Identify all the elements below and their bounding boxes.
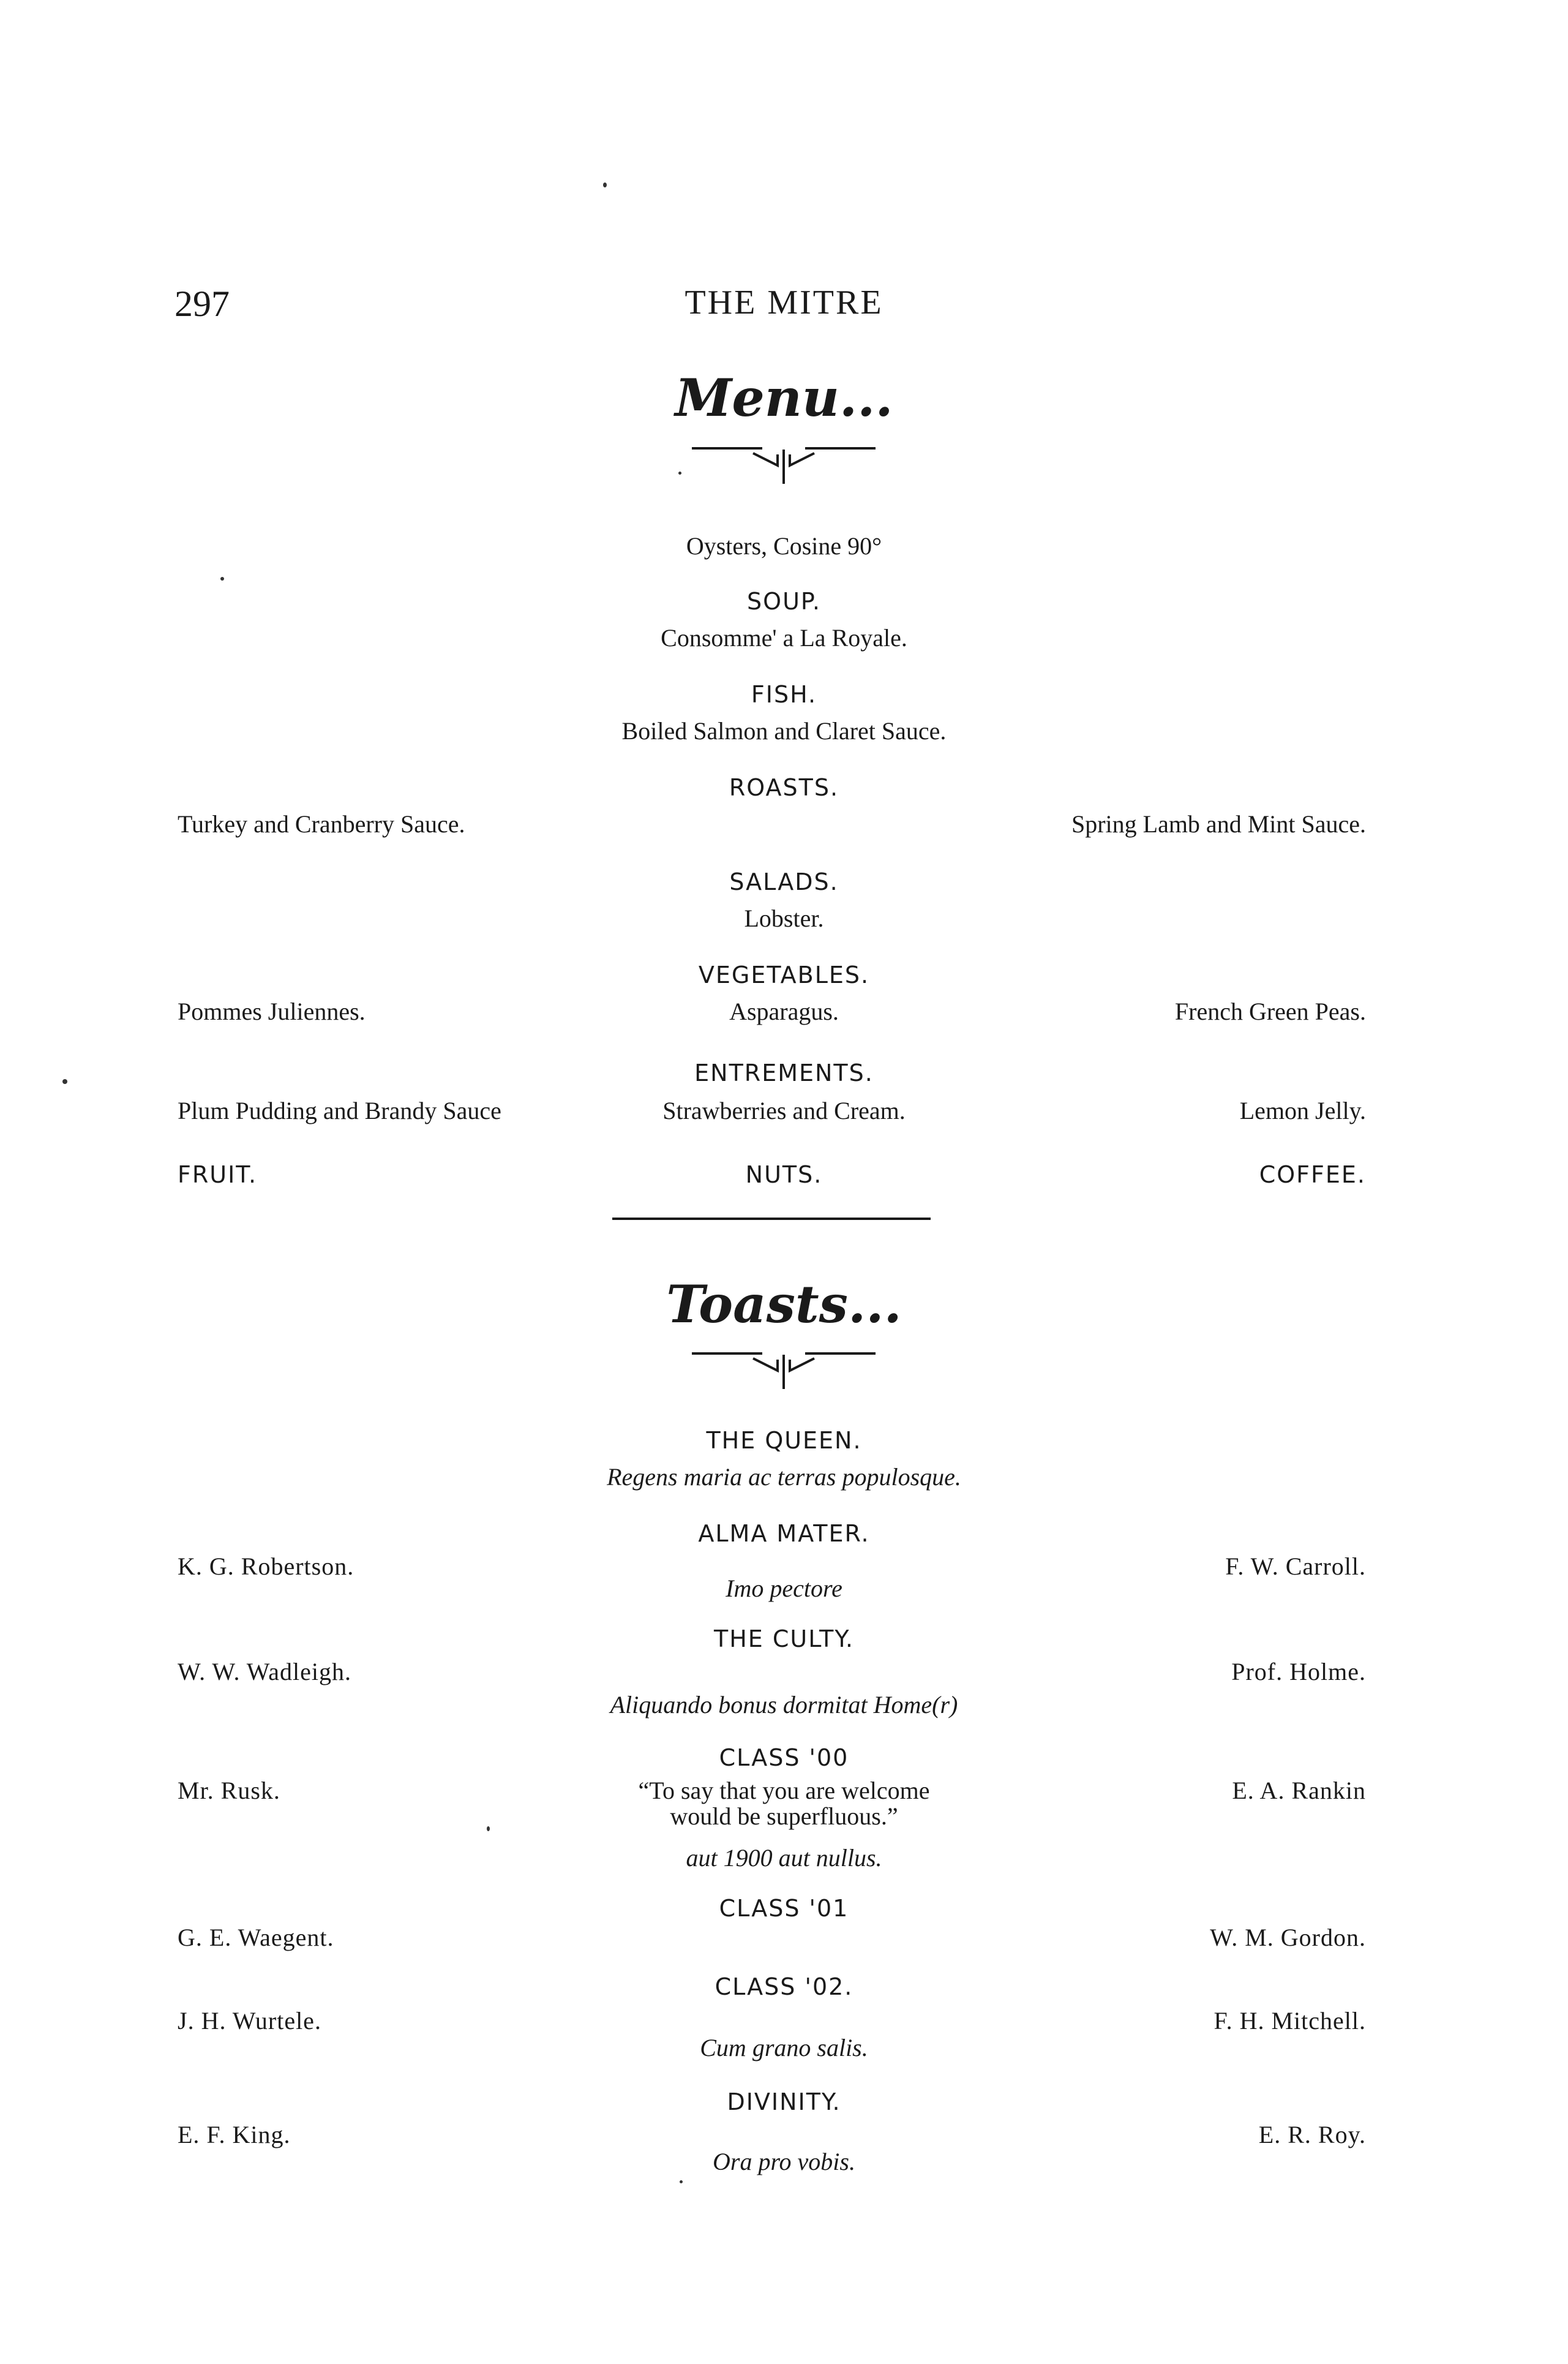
faculty-motto: Aliquando bonus dormitat Home(r): [610, 1691, 958, 1718]
toasts-title: Toasts...: [666, 1274, 902, 1334]
scan-speck: [62, 1079, 67, 1084]
salads-heading: SALADS.: [729, 868, 839, 895]
section-divider: [612, 1218, 931, 1220]
soup-heading: SOUP.: [747, 588, 821, 615]
alma-left: K. G. Robertson.: [178, 1553, 354, 1580]
menu-ornament: [686, 441, 882, 490]
roasts-right: Spring Lamb and Mint Sauce.: [1071, 810, 1366, 838]
running-header: THE MITRE: [685, 284, 883, 322]
class01-left: G. E. Waegent.: [178, 1924, 334, 1951]
entr-center: Strawberries and Cream.: [662, 1097, 906, 1124]
scan-speck: [220, 577, 224, 581]
class02-left: J. H. Wurtele.: [178, 2007, 321, 2035]
divinity-motto: Ora pro vobis.: [713, 2148, 855, 2175]
divinity-left: E. F. King.: [178, 2121, 291, 2148]
scan-speck: [603, 183, 607, 187]
alma-right: F. W. Carroll.: [1225, 1553, 1366, 1580]
nuts: NUTS.: [745, 1161, 823, 1188]
menu-title: Menu...: [675, 367, 893, 428]
veg-right: French Green Peas.: [1174, 998, 1366, 1025]
class00-heading: CLASS '00: [719, 1744, 849, 1771]
divinity-heading: DIVINITY.: [727, 2088, 841, 2115]
class00-motto: aut 1900 aut nullus.: [686, 1844, 882, 1872]
class00-right: E. A. Rankin: [1232, 1777, 1366, 1804]
class02-motto: Cum grano salis.: [700, 2034, 868, 2061]
entr-right: Lemon Jelly.: [1239, 1097, 1366, 1124]
veg-left: Pommes Juliennes.: [178, 998, 366, 1025]
class00-quote-1: “To say that you are welcome: [638, 1777, 930, 1804]
alma-motto: Imo pectore: [726, 1575, 842, 1602]
entrements-heading: ENTREMENTS.: [694, 1060, 874, 1086]
scan-speck: [678, 472, 681, 475]
divinity-right: E. R. Roy.: [1258, 2121, 1366, 2148]
class01-right: W. M. Gordon.: [1210, 1924, 1366, 1951]
salads-item: Lobster.: [744, 905, 824, 932]
toasts-ornament: [686, 1346, 882, 1395]
fish-heading: FISH.: [751, 681, 817, 708]
soup-item: Consomme' a La Royale.: [661, 624, 907, 652]
alma-heading: ALMA MATER.: [698, 1520, 870, 1547]
fruit: FRUIT.: [178, 1161, 258, 1188]
coffee: COFFEE.: [1259, 1161, 1366, 1188]
class02-right: F. H. Mitchell.: [1214, 2007, 1366, 2035]
scan-speck: [487, 1826, 490, 1831]
page-number: 297: [174, 284, 230, 324]
class00-quote-2: would be superfluous.”: [670, 1802, 898, 1830]
scan-speck: [680, 2180, 683, 2183]
fish-item: Boiled Salmon and Claret Sauce.: [621, 717, 947, 745]
entr-left: Plum Pudding and Brandy Sauce: [178, 1097, 501, 1124]
queen-heading: THE QUEEN.: [706, 1427, 862, 1454]
menu-oysters: Oysters, Cosine 90°: [686, 532, 882, 560]
class01-heading: CLASS '01: [719, 1895, 849, 1922]
roasts-left: Turkey and Cranberry Sauce.: [178, 810, 465, 838]
vegetables-heading: VEGETABLES.: [698, 962, 870, 988]
class02-heading: CLASS '02.: [715, 1973, 853, 2000]
class00-left: Mr. Rusk.: [178, 1777, 280, 1804]
faculty-left: W. W. Wadleigh.: [178, 1658, 352, 1685]
veg-center: Asparagus.: [729, 998, 839, 1025]
roasts-heading: ROASTS.: [729, 774, 839, 801]
faculty-right: Prof. Holme.: [1231, 1658, 1366, 1685]
queen-motto: Regens maria ac terras populosque.: [607, 1463, 961, 1491]
faculty-heading: THE CULTY.: [714, 1625, 854, 1652]
